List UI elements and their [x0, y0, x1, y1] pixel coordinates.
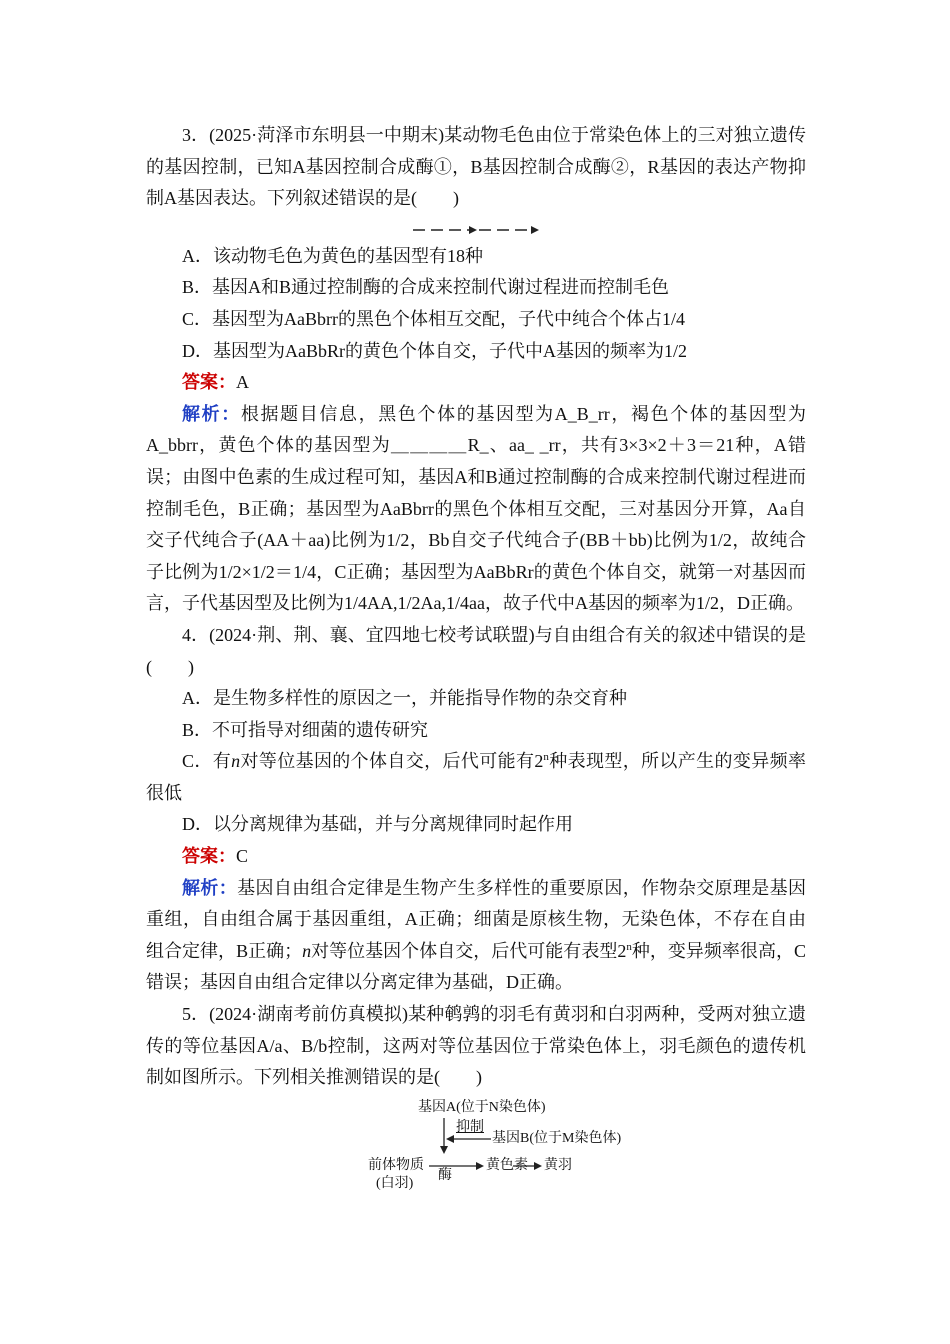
- q3-option-c: C．基因型为AaBbrr的黑色个体相互交配，子代中纯合个体占1/4: [182, 308, 685, 329]
- enzyme-label: 酶: [438, 1167, 452, 1183]
- precursor-label: 前体物质: [368, 1157, 424, 1173]
- right-arrow-icon: [534, 1162, 542, 1170]
- yellow-feather-label: 黄羽: [544, 1157, 572, 1173]
- gene-b-label: 基因B(位于M染色体): [492, 1130, 622, 1146]
- answer-label: 答案：: [182, 846, 236, 867]
- option-c-superscript: n: [543, 751, 549, 764]
- q3-option-a: A．该动物毛色为黄色的基因型有18种: [182, 245, 483, 266]
- analysis-variable: n: [302, 940, 312, 961]
- analysis-text-1: 基因自由组合定律是生物产生多样性的重要原因，作物杂交原理是基因重组，自由组合属于基因重组，A正确；细菌是原核生物，无染色体，不存在自由组合定律，B正确；: [146, 877, 806, 961]
- q4-stem: 4．(2024·荆、荆、襄、宜四地七校考试联盟)与自由组合有关的叙述中错误的是( ): [146, 624, 806, 677]
- right-arrow-icon: [476, 1162, 484, 1170]
- option-c-middle: 对等位基因的个体自交，后代可能有2: [240, 751, 544, 772]
- answer-value: A: [236, 372, 249, 393]
- dashed-arrows-icon: [411, 224, 541, 236]
- q3-analysis: [146, 399, 806, 620]
- q3-figure-fragment: [146, 215, 806, 241]
- inhibit-label: 抑制: [456, 1119, 484, 1135]
- option-c-variable: n: [231, 751, 241, 772]
- q4-option-d: D．以分离规律为基础，并与分离规律同时起作用: [182, 814, 573, 835]
- q3-stem: 3．(2025·菏泽市东明县一中期末)某动物毛色由位于常染色体上的三对独立遗传的基因控制，已知A基因控制合成酶①，B基因控制合成酶②，R基因的表达产物抑制A基因表达。下列叙述错误的是( ): [146, 125, 806, 209]
- q3-answer: [146, 367, 806, 399]
- q4-analysis: [146, 873, 806, 999]
- content-column: [146, 120, 806, 1196]
- analysis-text: 根据题目信息，黑色个体的基因型为A_B_rr，褐色个体的基因型为A_bbrr，黄色个体的基因型为＿＿＿＿R_、aa_ _rr，共有3×3×2＋3＝21种，A错误；由图中色素的生成过程可知，基因A和B通过控制酶的合成来控制代谢过程进而控制毛色，B正确；基因型为AaBbrr的黑色个体相互交配，三对基因分开算，Aa自交子代纯合子(AA＋aa)比例为1/2，Bb自交子代纯合子(BB＋bb)比例为1/2，故纯合子比例为1/2×1/2＝1/4，C正确；基因型为AaBbRr的黄色个体自交，就第一对基因而言，子代基因型及比例为1/4AA,1/2Aa,1/4aa，故子代中A基因的频率为1/2，D正确。: [146, 403, 807, 614]
- answer-value: C: [236, 846, 249, 867]
- q4-option-b: B．不可指导对细菌的遗传研究: [182, 719, 429, 740]
- analysis-superscript: n: [626, 940, 632, 953]
- answer-label: 答案：: [182, 372, 236, 393]
- option-c-suffix: 种表现型，所以产生的变异频率很低: [146, 751, 806, 803]
- q3-option-d: D．基因型为AaBbRr的黄色个体自交，子代中A基因的频率为1/2: [182, 340, 687, 361]
- white-feather-label: (白羽): [376, 1175, 414, 1191]
- option-c-prefix: C．有: [182, 751, 232, 772]
- q4-option-c: [146, 746, 806, 809]
- analysis-text-3: 种，变异频率很高，C错误；基因自由组合定律以分离定律为基础，D正确。: [146, 940, 806, 993]
- inhibit-arrow-icon: [446, 1135, 454, 1143]
- q3-option-b: B．基因A和B通过控制酶的合成来控制代谢过程进而控制毛色: [182, 277, 670, 298]
- q5-stem: 5．(2024·湖南考前仿真模拟)某种鹌鹑的羽毛有黄羽和白羽两种，受两对独立遗传的等位基因A/a、B/b控制，这两对等位基因位于常染色体上，羽毛颜色的遗传机制如图所示。下列相关推测错误的是( ): [146, 1004, 806, 1088]
- analysis-text-2: 对等位基因个体自交，后代可能有表型2: [311, 940, 627, 961]
- down-arrow-icon: [440, 1146, 448, 1154]
- q4-option-a: A．是生物多样性的原因之一，并能指导作物的杂交育种: [182, 688, 627, 709]
- q4-answer: [146, 841, 806, 873]
- genetic-mechanism-diagram: [146, 1096, 806, 1196]
- gene-a-label: 基因A(位于N染色体): [418, 1099, 546, 1115]
- pigment-label: 黄色素: [486, 1157, 528, 1173]
- analysis-label: 解析：: [182, 403, 241, 424]
- analysis-label: 解析：: [182, 877, 238, 898]
